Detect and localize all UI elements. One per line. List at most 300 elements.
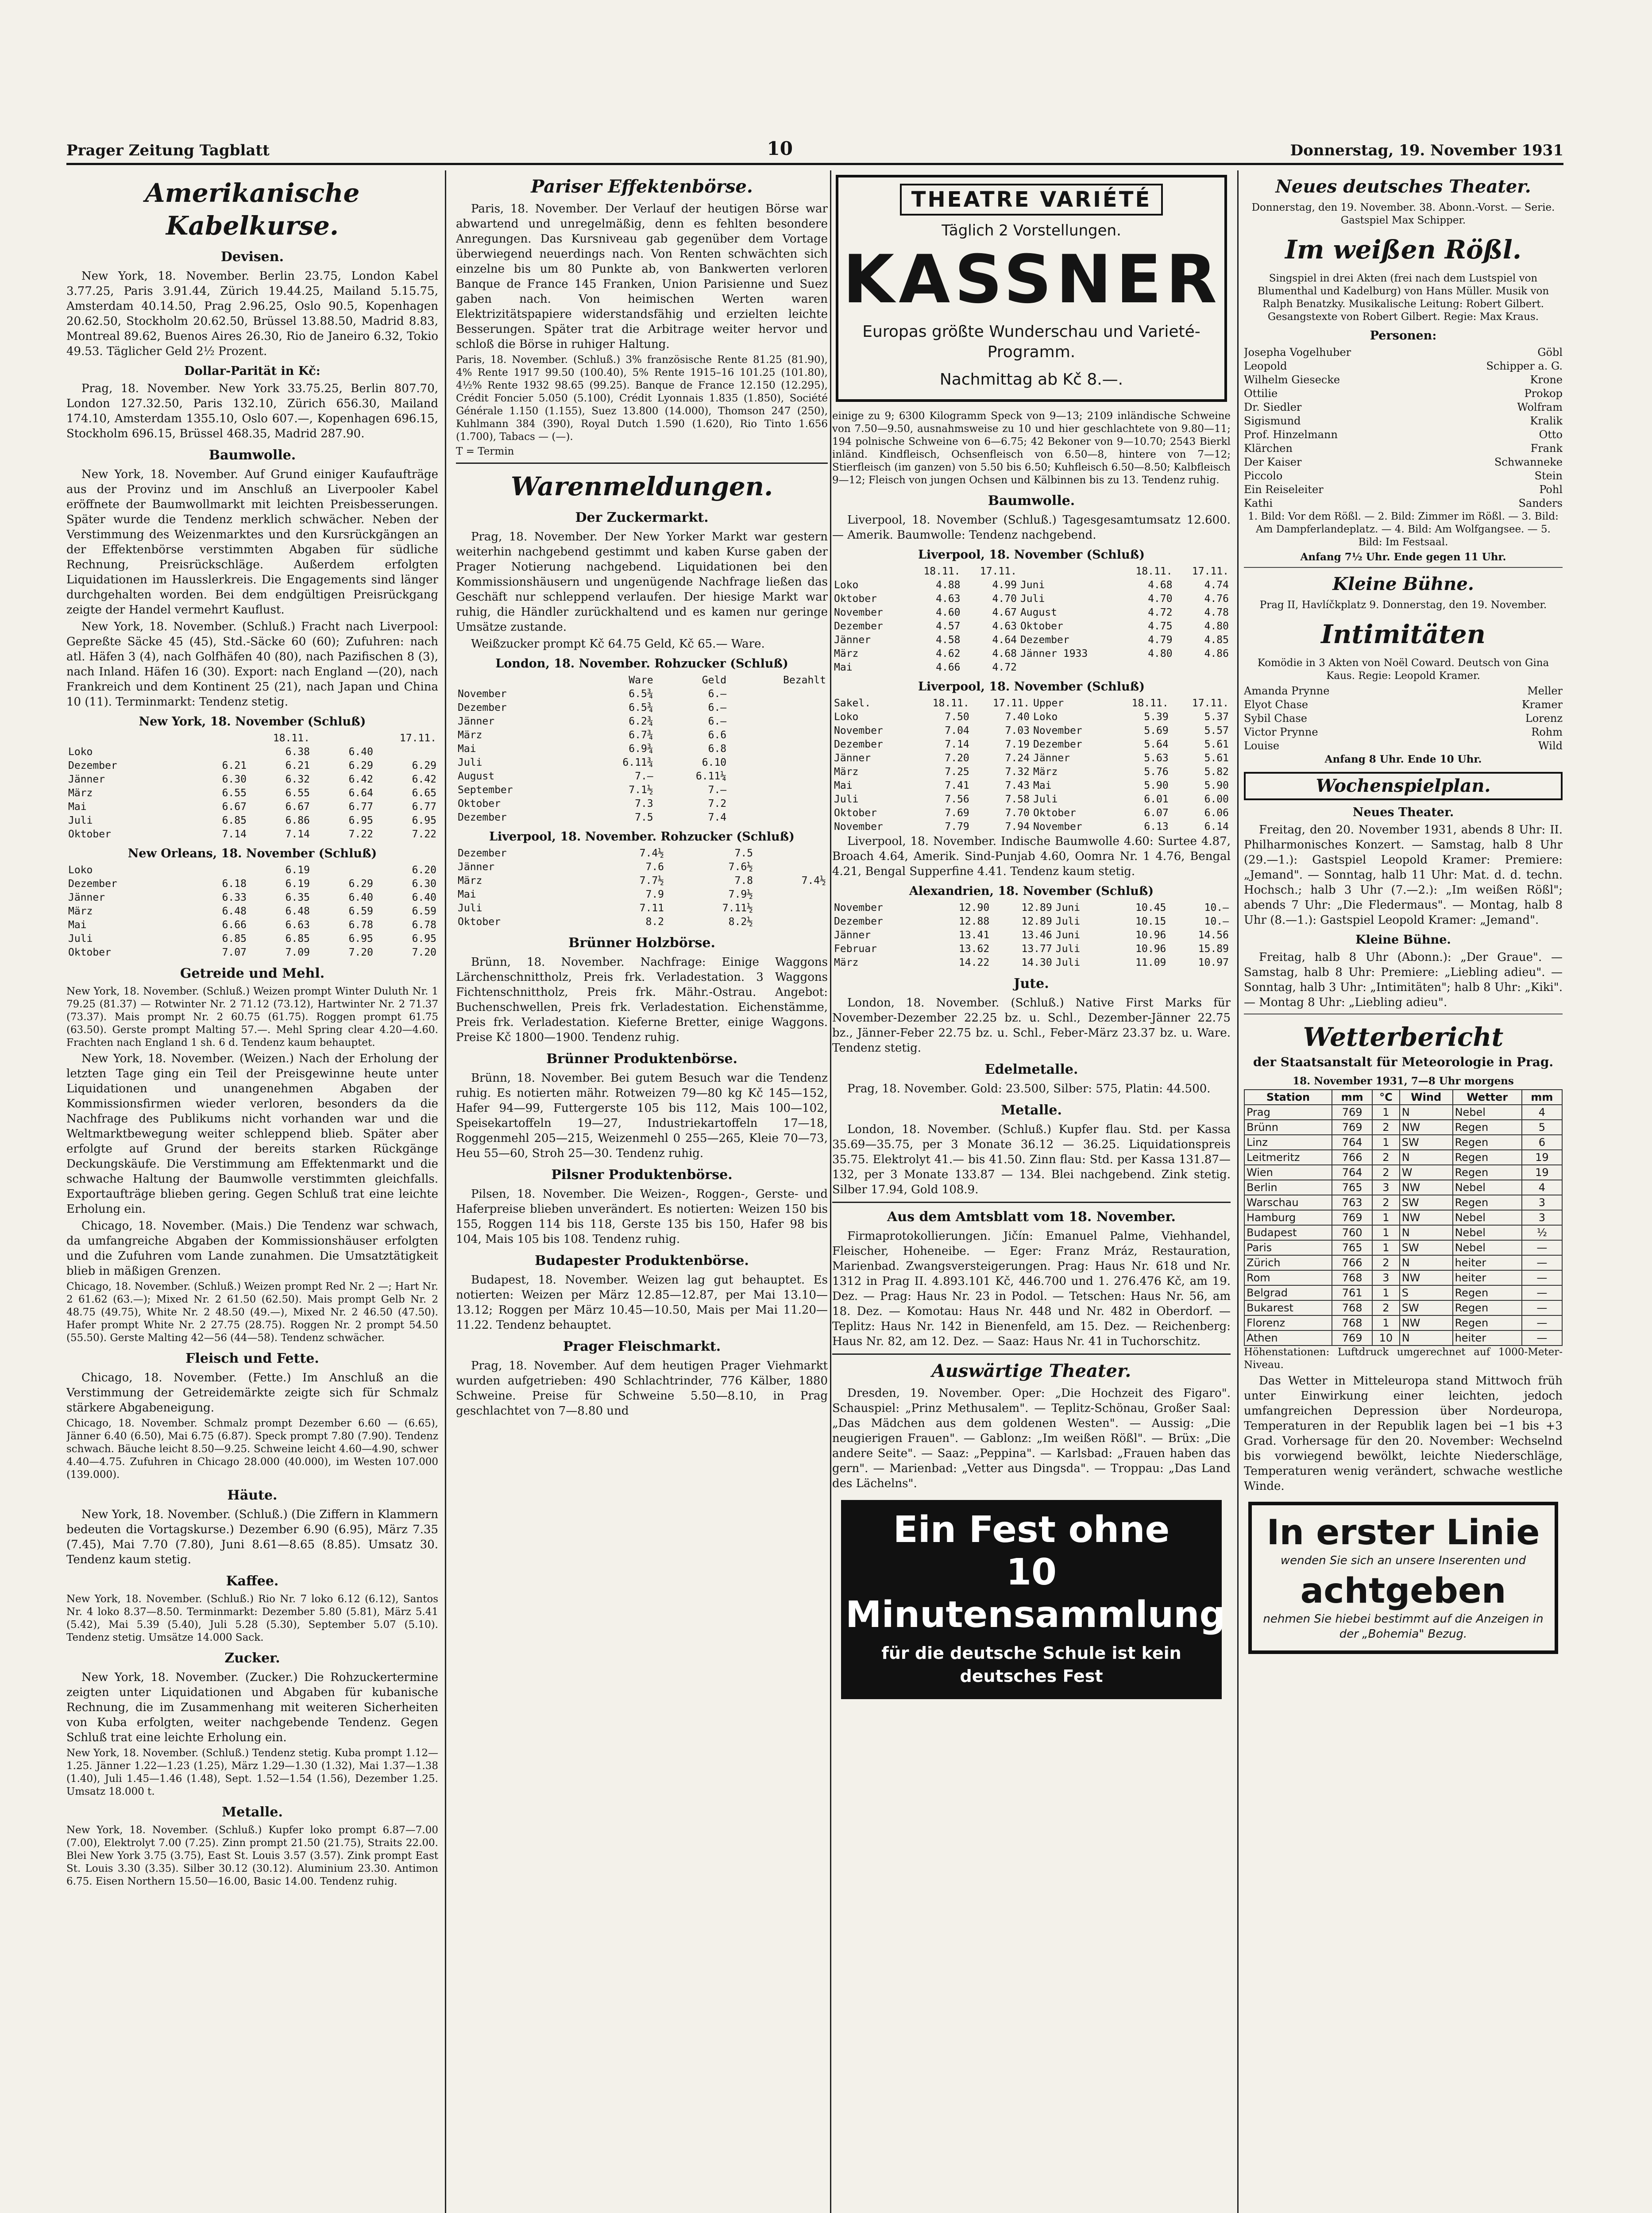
table-row — [832, 765, 1231, 779]
table-cell: Juli — [1020, 593, 1045, 605]
cast-actor: Rohm — [1531, 726, 1563, 738]
divider — [832, 1353, 1231, 1355]
kleine-play-title: Intimitäten — [1321, 619, 1486, 649]
table-cell: heiter — [1453, 1330, 1522, 1346]
divider — [832, 1202, 1231, 1203]
table-cell: 7.9½ — [728, 889, 753, 900]
table-cell: 7.14 — [222, 829, 247, 840]
table-row — [456, 783, 828, 797]
table-cell: 6.95 — [348, 815, 373, 826]
weather-text: Das Wetter in Mitteleuropa stand Mittwoch früh unter Einwirkung einer leichten, jedoch umfangreichen Depression über Nordeuropa, Temperaturen in der Republik lagen bei −1 bis +3 Grad. Vorhersage für den 20. November: Wechselnd bis vorwiegend bewölkt, leichte Niederschläge, Temperaturen wenig verändert, schwache westliche Winde. — [1244, 1374, 1563, 1493]
table-cell: März — [834, 957, 859, 968]
cast-role: Ein Reiseleiter — [1244, 483, 1324, 496]
table-cell: 769 — [1332, 1120, 1372, 1135]
table-row — [66, 814, 438, 828]
table-row — [66, 864, 438, 877]
table-cell: 6.01 — [1144, 794, 1169, 805]
table-cell: 7.19 — [1005, 739, 1030, 750]
table-cell: 6.65 — [412, 787, 436, 799]
table-row — [66, 745, 438, 759]
amtsblatt-text: Firmaprotokollierungen. Jičín: Emanuel Palme, Viehhandel, Fleischer, Hoheneibe. — Eger: Franz Mráz, Restauration, Marienbad. Zwangsversteigerungen. Prag: Haus Nr. 618 und Nr. 1312 in Prag II. 4.893.101 Kč, 446.700 und 1. 276.476 Kč, am 19. Dez. — Prag: Haus Nr. 23 in Podol. — Tetschen: Haus Nr. 56, am 18. Dez. — Komotau: Haus Nr. 448 und Nr. 482 in Oberdorf. — Teplitz: Haus Nr. 142 in Bienenfeld, am 15. Dez. — Reichenberg: Haus Nr. 82, am 12. Dez. — Saaz: Haus Nr. 41 in Tuchorschitz. — [832, 1230, 1231, 1348]
table-cell: Oktober — [458, 798, 501, 810]
table-cell: 6.95 — [348, 933, 373, 945]
table-row — [66, 787, 438, 800]
table-cell: 4.70 — [1148, 593, 1173, 605]
table-cell: 12.89 — [1021, 902, 1052, 914]
baumwolle-text: New York, 18. November. Auf Grund einiger Kaufaufträge aus der Provinz und im Anschluß an Liverpooler Kabel eröffnete der Baumwollmarkt mit leichten Preisbesserungen. Später wurde die Tendenz merklich schwächer. Neben der Verstimmung des Weizenmarktes und den Kursrückgängen an der Effektenbörse verstimmten Abgaben für südliche Rechnung, Preisrückschläge. Außerdem erfolgten Liquidationen im Hausslerkreis. Die Engagements sind länger durchgehalten worden. Bei dem endgültigen Preisrückgang zeigte der Handel vermehrt Kauflust. — [66, 468, 438, 617]
cast-actor: Meller — [1527, 685, 1563, 697]
table-cell: Juli — [1055, 957, 1081, 968]
table-cell: 6.95 — [412, 933, 436, 945]
table-cell: 6.11¾ — [622, 757, 653, 768]
jute-heading: Jute. — [1014, 976, 1049, 991]
table-cell: 6.30 — [222, 774, 247, 785]
table-row — [832, 578, 1231, 592]
table-cell: 7.20 — [348, 947, 373, 958]
table-cell: 7.11½ — [722, 902, 753, 914]
table-cell: 6.30 — [412, 878, 436, 890]
table-cell: 7.43 — [1005, 780, 1030, 791]
table-row — [1244, 1330, 1562, 1346]
metalle-heading: Metalle. — [1001, 1103, 1062, 1118]
table-cell: 6.07 — [1144, 807, 1169, 819]
fleisch-text: Chicago, 18. November. (Fette.) Im Anschluß an die Verstimmung der Getreidemärkte zeigte sich für Schmalz stärkere Abgabeneigung. — [66, 1371, 438, 1415]
table-cell: 13.46 — [1021, 929, 1052, 941]
table-cell: 7.2 — [708, 798, 727, 810]
table-cell: März — [68, 787, 93, 799]
play-title: Im weißen Rößl. — [1285, 235, 1522, 265]
table-cell — [728, 729, 828, 742]
table-cell: Juli — [834, 794, 859, 805]
table-row — [1244, 1105, 1562, 1120]
liverpool-cotton-table — [832, 565, 1231, 675]
cast-actor: Frank — [1530, 442, 1563, 455]
table-cell: Dezember — [458, 848, 507, 859]
table-cell: 4.67 — [992, 607, 1017, 618]
table-cell: Mai — [1033, 780, 1052, 791]
table-cell: 7.20 — [412, 947, 436, 958]
table-cell: 764 — [1332, 1165, 1372, 1180]
table-cell: N — [1400, 1225, 1453, 1240]
table-cell: Regen — [1453, 1120, 1522, 1135]
weather-table — [1244, 1089, 1563, 1346]
table-cell: 5.64 — [1144, 739, 1169, 750]
egypt-table-heading: Liverpool, 18. November (Schluß) — [918, 680, 1145, 694]
table-cell: Regen — [1453, 1135, 1522, 1150]
table-cell: November — [834, 902, 883, 914]
table-row — [456, 811, 828, 825]
table-cell: Nebel — [1453, 1180, 1522, 1195]
table-cell: 6.29 — [348, 760, 373, 771]
table-cell: — — [1522, 1285, 1562, 1300]
table-cell: 7.5 — [734, 848, 753, 859]
table-cell: 5.61 — [1204, 752, 1229, 764]
table-cell: Regen — [1453, 1285, 1522, 1300]
column-rule — [1237, 170, 1239, 2213]
no-table-heading: New Orleans, 18. November (Schluß) — [127, 847, 377, 860]
table-cell: 14.22 — [958, 957, 990, 968]
table-row — [832, 710, 1231, 724]
table-cell: Juli — [458, 902, 482, 914]
table-cell: Dezember — [1033, 739, 1082, 750]
table-cell: 6.5¾ — [629, 702, 653, 713]
cast-row — [1244, 684, 1563, 698]
column-3 — [832, 170, 1231, 2213]
table-cell: Jänner — [834, 929, 871, 941]
table-cell: 5.90 — [1144, 780, 1169, 791]
theater-heading: Auswärtige Theater. — [931, 1361, 1131, 1381]
table-cell: Dezember — [834, 739, 883, 750]
table-cell: 7.6½ — [728, 861, 753, 873]
table-row — [1244, 1195, 1562, 1210]
cast-role: Piccolo — [1244, 470, 1283, 482]
table-cell: November — [458, 688, 507, 700]
table-cell: 6.64 — [348, 787, 373, 799]
table-cell: 1 — [1372, 1225, 1400, 1240]
divider — [456, 463, 828, 464]
weather-heights-note: Höhenstationen: Luftdruck umgerechnet auf 1000-Meter-Niveau. — [1244, 1346, 1563, 1371]
table-cell: Juni — [1055, 929, 1081, 941]
spielplan-text: Freitag, den 20. November 1931, abends 8 Uhr: II. Philharmonisches Konzert. — Samstag, halb 8 Uhr (29.—1.): Gastspiel Leopold Kramer: Premiere: „Jemand". — Sonntag, halb 11 Uhr: Mat. d. d. techn. Hochsch.; halb 3 Uhr (7.—2.): „Im weißen Rößl"; abends 7 Uhr: „Die Fledermaus". — Montag, halb 8 Uhr (8.—1.): Gastspiel Leopold Kramer: „Jemand". — [1244, 823, 1563, 927]
table-cell: Berlin — [1244, 1180, 1332, 1195]
table-cell: 2 — [1372, 1255, 1400, 1270]
fest-ad — [841, 1500, 1226, 1699]
fleischmarkt-text: Prag, 18. November. Auf dem heutigen Prager Viehmarkt wurden aufgetrieben: 490 Schlachtrinder, 776 Kälber, 1880 Schweine. Preise für Schweine 5.50—8.10, in Prag geschlachtet von 7—8.80 und — [456, 1359, 828, 1418]
table-cell: 2 — [1372, 1195, 1400, 1210]
table-cell: heiter — [1453, 1270, 1522, 1285]
table-cell: Jänner — [458, 716, 495, 727]
table-cell: 18.11. — [932, 698, 969, 709]
cast-role: Dr. Siedler — [1244, 401, 1302, 413]
cast-actor: Schwanneke — [1494, 456, 1563, 468]
table-cell: 7.58 — [1005, 794, 1030, 805]
kleine-play-description: Komödie in 3 Akten von Noël Coward. Deutsch von Gina Kaus. Regie: Leopold Kramer. — [1257, 657, 1549, 682]
table-row — [456, 729, 828, 742]
table-cell: NW — [1400, 1315, 1453, 1330]
table-cell: 6.77 — [412, 801, 436, 813]
table-cell: — — [1522, 1315, 1562, 1330]
ny-cotton-table — [66, 732, 438, 841]
table-cell: 6.21 — [285, 760, 310, 771]
table-cell: 4.57 — [936, 621, 961, 632]
table-cell: 1 — [1372, 1105, 1400, 1120]
table-cell: März — [1033, 766, 1058, 778]
table-cell: Mai — [458, 889, 476, 900]
cast-heading: Personen: — [1370, 329, 1437, 343]
table-cell: 8.2½ — [728, 916, 753, 928]
table-row — [832, 915, 1231, 929]
table-cell: November — [834, 725, 883, 736]
table-cell: 7.4 — [708, 812, 727, 823]
getreide-text: New York, 18. November. (Weizen.) Nach der Erholung der letzten Tage ging ein Teil der Preisgewinne heute unter Liquidationen und unangenehmen Abgaben der Kommissionsfirmen wieder verloren, besonders da die Nachfrage des Publikums nicht vorhanden war und die Weltmarktbewegung weiter schleppend blieb. Später aber erfolgte auf Grund der bereits starken Rückgänge Deckungskäufe. Die Verstimmung am Effektenmarkt und die schwache Haltung der Baumwolle verstimmten gleichfalls. Exportaufträge blieben gering. Gegen Schluß trat eine leichte Erholung ein. — [66, 1052, 438, 1216]
theatre-variete-ad — [836, 175, 1227, 402]
table-cell: SW — [1400, 1135, 1453, 1150]
table-cell: März — [458, 729, 482, 741]
theater-text: Dresden, 19. November. Oper: „Die Hochzeit des Figaro". Schauspiel: „Prinz Methusalem". — Teplitz-Schönau, Großer Saal: „Das Mädchen aus dem goldenen Westen". — Aussig: „Die neugierigen Frauen". — Gablonz: „Im weißen Rößl". — Brüx: „Die andere Seite". — Saaz: „Peppina". — Karlsbad: „Frauen haben das gern". — Marienbad: „Vetter aus Dingsda". — Troppau: „Das Land des Lächelns". — [832, 1387, 1231, 1490]
running-head-date: Donnerstag, 19. November 1931 — [1290, 142, 1563, 159]
table-cell: N — [1400, 1105, 1453, 1120]
table-cell: 8.2 — [645, 916, 664, 928]
table-cell: Juli — [68, 815, 93, 826]
getreide-text: New York, 18. November. (Schluß.) Weizen prompt Winter Duluth Nr. 1 79.25 (81.37) — Rotwinter Nr. 2 71.12 (73.12), Hartwinter Nr. 2 71.37 (73.37). Mais prompt Nr. 2 60.75 (61.75). Roggen prompt 61.75 (63.50). Gerste prompt Malting 57.—. Mehl Spring clear 4.20—4.60. Frachten nach England 1 sh. 6 d. Tendenz kaum behauptet. — [66, 986, 438, 1049]
table-cell: Regen — [1453, 1165, 1522, 1180]
table-cell: 4.63 — [992, 621, 1017, 632]
cast-row — [1244, 712, 1563, 725]
table-row — [66, 773, 438, 787]
table-cell: SW — [1400, 1195, 1453, 1210]
cast-actor: Prokop — [1524, 387, 1563, 400]
table-cell: 10.96 — [1135, 943, 1166, 955]
table-cell: 6.10 — [702, 757, 727, 768]
table-cell: 10.— — [1204, 902, 1229, 914]
table-cell: 6.48 — [222, 906, 247, 917]
table-header-row — [1244, 1090, 1562, 1105]
table-row — [1244, 1270, 1562, 1285]
theater-intro: Donnerstag, den 19. November. 38. Abonn.-Vorst. — Serie. Gastspiel Max Schipper. — [1251, 202, 1555, 226]
table-header: Wetter — [1453, 1090, 1522, 1105]
table-cell: N — [1400, 1330, 1453, 1346]
table-header: 18.11. — [1135, 566, 1173, 577]
table-cell: 1 — [1372, 1285, 1400, 1300]
table-cell: Jänner — [834, 752, 871, 764]
table-row — [1244, 1210, 1562, 1225]
table-cell: 13.77 — [1021, 943, 1052, 955]
table-cell: August — [458, 771, 495, 782]
table-cell: Bukarest — [1244, 1300, 1332, 1315]
table-cell: 6.67 — [222, 801, 247, 813]
table-cell: 1 — [1372, 1210, 1400, 1225]
table-header: Bezahlt — [783, 675, 826, 686]
table-cell: 6.63 — [285, 919, 310, 931]
cast-role: Elyot Chase — [1244, 698, 1308, 711]
table-cell: 768 — [1332, 1315, 1372, 1330]
alex-table-heading: Alexandrien, 18. November (Schluß) — [909, 884, 1154, 898]
table-cell — [755, 888, 828, 902]
table-row — [456, 847, 828, 860]
cast-role: Josepha Vogelhuber — [1244, 346, 1351, 359]
table-row — [456, 860, 828, 874]
table-cell: 6.85 — [222, 815, 247, 826]
ad-line: Europas größte Wunderschau und Varieté-Programm. — [862, 323, 1200, 361]
table-row — [832, 633, 1231, 647]
table-row — [66, 759, 438, 773]
table-cell: Juli — [68, 933, 93, 945]
table-cell: 765 — [1332, 1240, 1372, 1255]
table-cell: Loko — [1033, 711, 1058, 723]
table-cell: NW — [1400, 1180, 1453, 1195]
getreide-heading: Getreide und Mehl. — [180, 966, 325, 981]
edelmetalle-heading: Edelmetalle. — [984, 1062, 1078, 1077]
cast-actor: Wild — [1538, 740, 1563, 752]
table-cell: 6.7¾ — [629, 729, 653, 741]
table-cell: 6.13 — [1144, 821, 1169, 833]
cast-role: Ottilie — [1244, 387, 1278, 400]
page-number: 10 — [767, 138, 793, 159]
table-header: mm — [1332, 1090, 1372, 1105]
table-cell: 2 — [1372, 1120, 1400, 1135]
fleischmarkt-heading: Prager Fleischmarkt. — [563, 1339, 721, 1354]
weather-date: 18. November 1931, 7—8 Uhr morgens — [1293, 1075, 1514, 1087]
table-cell: 7.09 — [285, 947, 310, 958]
table-cell: 11.09 — [1135, 957, 1166, 968]
table-cell: Jänner — [68, 774, 105, 785]
table-cell — [755, 847, 828, 860]
table-cell: 765 — [1332, 1180, 1372, 1195]
table-cell: Brünn — [1244, 1120, 1332, 1135]
table-cell: 7.4½ — [801, 875, 826, 887]
table-cell: Juli — [1033, 794, 1058, 805]
table-cell: 4.63 — [936, 593, 961, 605]
cast-row — [1244, 725, 1563, 739]
table-cell: 766 — [1332, 1255, 1372, 1270]
table-cell: 7.79 — [945, 821, 969, 833]
budapest-text: Budapest, 18. November. Weizen lag gut behauptet. Es notierten: Weizen per März 12.85—12.87, per Mai 13.10—13.12; Roggen per März 10.45—10.50, Mais per Mai 11.20—11.22. Tendenz behauptet. — [456, 1273, 828, 1332]
table-cell: Warschau — [1244, 1195, 1332, 1210]
table-cell: Budapest — [1244, 1225, 1332, 1240]
table-cell: 17.11. — [992, 698, 1030, 709]
running-head-left: Prager Zeitung Tagblatt — [66, 142, 270, 159]
metalle-heading: Metalle. — [222, 1804, 283, 1820]
table-row — [832, 793, 1231, 806]
cast-row — [1244, 739, 1563, 753]
table-cell: Regen — [1453, 1315, 1522, 1330]
metalle-text: London, 18. November. (Schluß.) Kupfer flau. Std. per Kassa 35.69—35.75, per 3 Monate 36.12 — 36.25. Liquidationspreis 35.75. Elektrolyt 41.— bis 41.50. Zinn flau: Std. per Kassa 131.87—132, per 3 Monate 133.87 — 134. Blei nachgebend. Zink stetig. Silber 17.94, Gold 108.9. — [832, 1123, 1231, 1196]
table-row — [456, 797, 828, 811]
column-rule — [830, 170, 831, 2213]
table-cell: 19 — [1522, 1150, 1562, 1165]
kleine-buehne-intro: Prag II, Havlíčkplatz 9. Donnerstag, den 19. November. — [1259, 599, 1547, 611]
table-cell: Jänner — [458, 861, 495, 873]
fleisch-heading: Fleisch und Fette. — [185, 1351, 319, 1366]
table-cell: NW — [1400, 1120, 1453, 1135]
liverpool-sugar-table — [456, 847, 828, 929]
table-cell: 769 — [1332, 1210, 1372, 1225]
table-cell: 5.69 — [1144, 725, 1169, 736]
table-cell: 5.90 — [1204, 780, 1229, 791]
table-cell: 4.86 — [1204, 648, 1229, 659]
table-row — [832, 606, 1231, 620]
table-row — [456, 888, 828, 902]
table-cell: 12.90 — [958, 902, 990, 914]
table-cell: — — [1522, 1270, 1562, 1285]
table-cell: 7.7½ — [639, 875, 664, 887]
table-cell: 13.41 — [958, 929, 990, 941]
table-cell: 6.29 — [348, 878, 373, 890]
cast-actor: Lorenz — [1525, 712, 1563, 725]
table-cell: 7.1½ — [629, 784, 653, 796]
ad-line: achtgeben — [1300, 1571, 1506, 1611]
table-cell: 6.59 — [348, 906, 373, 917]
table-cell: 763 — [1332, 1195, 1372, 1210]
table-cell: 4.76 — [1204, 593, 1229, 605]
fleisch-text: Chicago, 18. November. Schmalz prompt Dezember 6.60 — (6.65), Jänner 6.40 (6.50), Mai 6.75 (6.87). Speck prompt 7.80 (7.90). Tendenz schwach. Bäuche leicht 8.50—9.25. Schweine leicht 4.60—4.90, schwer 4.40—4.75. Zufuhren in Chicago 28.000 (40.000), im Westen 107.000 (139.000). — [66, 1418, 438, 1480]
zucker-heading: Zucker. — [224, 1650, 280, 1666]
table-cell: 6.29 — [412, 760, 436, 771]
column-1 — [66, 170, 438, 2213]
zuckermarkt-heading: Der Zuckermarkt. — [575, 510, 709, 525]
table-cell — [728, 756, 828, 770]
table-cell: 5.82 — [1204, 766, 1229, 778]
table-cell: 3 — [1372, 1270, 1400, 1285]
table-row — [66, 877, 438, 891]
table-cell: Leitmeritz — [1244, 1150, 1332, 1165]
spielplan-heading: Wochenspielplan. — [1244, 772, 1563, 800]
table-cell: 4.79 — [1148, 634, 1173, 646]
table-cell: Jänner — [1033, 752, 1070, 764]
table-cell: 7.25 — [945, 766, 969, 778]
section-title-kabelkurse: Amerikanische Kabelkurse. — [145, 178, 360, 241]
table-row — [1244, 1300, 1562, 1315]
table-cell: Loko — [834, 711, 859, 723]
haeute-heading: Häute. — [227, 1488, 278, 1503]
table-header-row — [456, 674, 828, 687]
table-cell: 6 — [1522, 1135, 1562, 1150]
table-cell: 7.3 — [635, 798, 653, 810]
table-cell: Loko — [834, 579, 859, 591]
table-cell: Oktober — [834, 807, 877, 819]
ad-headline: KASSNER — [843, 241, 1222, 318]
table-row — [832, 942, 1231, 956]
table-row — [456, 874, 828, 888]
table-cell: 6.48 — [285, 906, 310, 917]
table-cell: 7.41 — [945, 780, 969, 791]
table-header: Station — [1244, 1090, 1332, 1105]
cast-actor: Sanders — [1518, 497, 1563, 509]
cast-role: Der Kaiser — [1244, 456, 1302, 468]
metalle-text: New York, 18. November. (Schluß.) Kupfer loko prompt 6.87—7.00 (7.00), Elektrolyt 7.00 (7.25). Zinn prompt 21.50 (21.75), Straits 22.00. Blei New York 3.75 (3.75), East St. Louis 3.57 (3.57). Zink prompt East St. Louis 3.30 (3.35). Silber 30.12 (30.12). Aluminium 23.30. Antimon 6.75. Eisen Northern 15.50—16.00, Basic 14.00. Tendenz ruhig. — [66, 1824, 438, 1887]
table-cell: September — [458, 784, 513, 796]
table-cell: N — [1400, 1255, 1453, 1270]
kaffee-heading: Kaffee. — [226, 1573, 279, 1589]
table-cell: Hamburg — [1244, 1210, 1332, 1225]
table-row — [66, 828, 438, 841]
cast-actor: Stein — [1534, 470, 1563, 482]
table-row — [66, 932, 438, 946]
table-cell: 6.67 — [285, 801, 310, 813]
table-cell — [755, 915, 828, 929]
table-cell: 7.40 — [1005, 711, 1030, 723]
table-header-row — [832, 565, 1231, 578]
cast-row — [1244, 373, 1563, 387]
cast-actor: Krone — [1530, 374, 1563, 386]
table-cell: 4.64 — [992, 634, 1017, 646]
cast-row — [1244, 469, 1563, 483]
erster-linie-ad — [1248, 1502, 1558, 1654]
table-cell: 6.59 — [412, 906, 436, 917]
table-row — [832, 620, 1231, 633]
table-cell: 7.— — [635, 771, 653, 782]
table-cell — [728, 783, 828, 797]
table-row — [1244, 1255, 1562, 1270]
cast-row — [1244, 442, 1563, 455]
table-cell: Belgrad — [1244, 1285, 1332, 1300]
cast-row — [1244, 497, 1563, 510]
table-header: Ware — [629, 675, 653, 686]
table-cell: 7.14 — [945, 739, 969, 750]
table-cell: 2 — [1372, 1165, 1400, 1180]
table-cell: Oktober — [1020, 621, 1063, 632]
table-cell: 6.14 — [1204, 821, 1229, 833]
table-cell: August — [1020, 607, 1058, 618]
table-cell: 6.55 — [222, 787, 247, 799]
table-cell: Dezember — [834, 621, 883, 632]
header-rule — [66, 163, 1563, 165]
table-cell: 6.40 — [412, 892, 436, 903]
zuckermarkt-text: Weißzucker prompt Kč 64.75 Geld, Kč 65.— Ware. — [471, 637, 765, 651]
table-cell: Juli — [1055, 916, 1081, 927]
table-cell: Linz — [1244, 1135, 1332, 1150]
table-cell: 6.— — [708, 702, 727, 713]
